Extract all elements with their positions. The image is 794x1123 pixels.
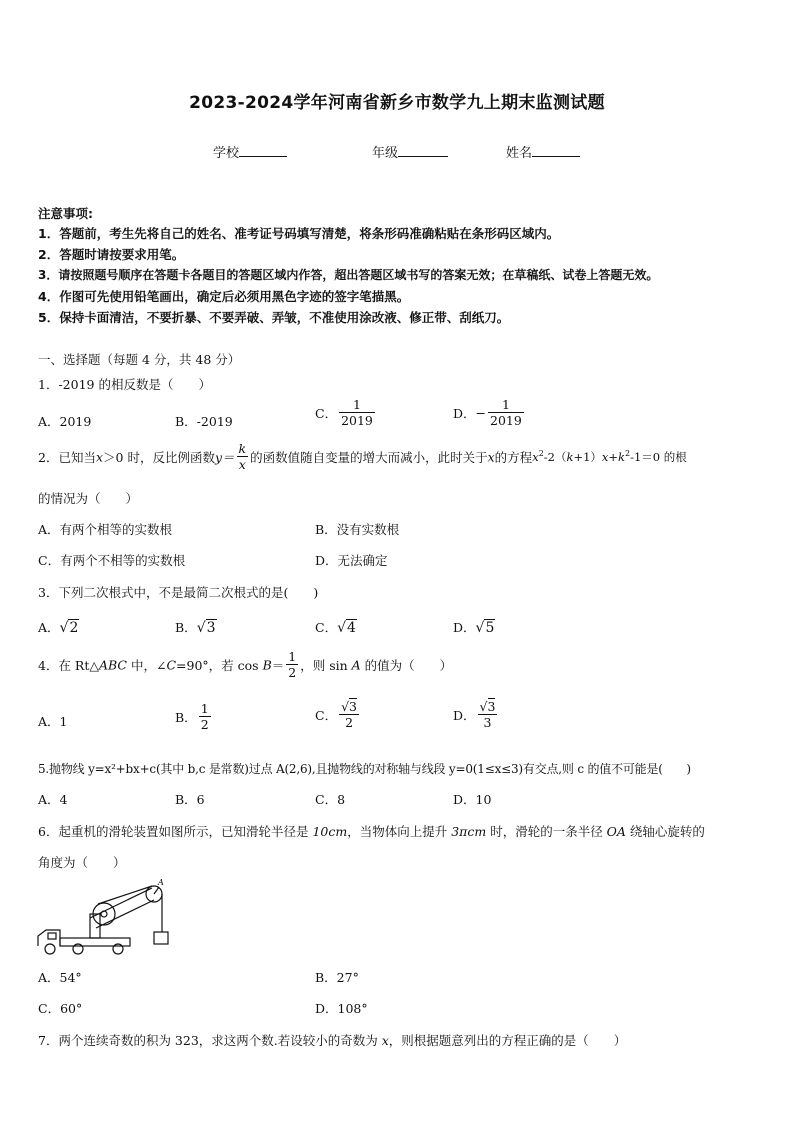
q6-stem-line1: 6．起重机的滑轮装置如图所示，已知滑轮半径是 10cm，当物体向上提升 3πcm 时，滑轮的一条半径 OA 绕轴心旋转的 xyxy=(38,824,705,839)
school-field xyxy=(213,142,287,161)
notice-item-2: 2．答题时请按要求用笔。 xyxy=(38,247,185,262)
truck-window xyxy=(48,933,56,939)
q2-option-d[interactable]: D．无法确定 xyxy=(315,553,388,568)
q2-option-b[interactable]: B．没有实数根 xyxy=(315,522,400,537)
q1-d-label: D． xyxy=(453,406,476,421)
q3-option-b[interactable]: B．√3 xyxy=(175,620,216,636)
radius-oa xyxy=(154,887,159,894)
q3-option-d[interactable]: D．√5 xyxy=(453,620,495,636)
q1-option-a[interactable]: A．2019 xyxy=(38,414,92,429)
q3-option-c[interactable]: C．√4 xyxy=(315,620,356,636)
q4-option-d[interactable]: D． $\frac{√3}{3}$ xyxy=(453,699,496,730)
q6-option-d[interactable]: D．108° xyxy=(315,1001,368,1016)
section-heading: 一、选择题（每题 4 分，共 48 分） xyxy=(38,352,241,367)
load-box xyxy=(154,932,168,944)
q1-d-sign: − xyxy=(475,405,487,421)
name-label: 姓名 xyxy=(506,146,533,161)
notice-item-4: 4．作图可先使用铅笔画出，确定后必须用黑色字迹的签字笔描黑。 xyxy=(38,289,410,304)
q1-stem: 1．-2019 的相反数是（ ） xyxy=(38,377,211,392)
q1-d-fraction: $\frac{1}{2019}$ xyxy=(490,397,522,428)
grade-blank[interactable] xyxy=(398,144,448,157)
notice-item-1: 1．答题前，考生先将自己的姓名、准考证号码填写清楚，将条形码准确粘贴在条形码区域内。 xyxy=(38,226,560,241)
q2-option-a[interactable]: A．有两个相等的实数根 xyxy=(38,522,173,537)
q3-b-sqrt: √3 xyxy=(196,620,216,636)
q4-d-fraction: $\frac{√3}{3}$ xyxy=(479,699,496,730)
q1-option-b[interactable]: B．-2019 xyxy=(175,414,233,429)
q5-option-a[interactable]: A．4 xyxy=(38,792,68,807)
q2-option-c[interactable]: C．有两个不相等的实数根 xyxy=(38,553,186,568)
q4-option-b[interactable]: B． $\frac{1}{2}$ xyxy=(175,701,209,732)
notice-heading: 注意事项: xyxy=(38,206,93,221)
q3-stem: 3．下列二次根式中，不是最简二次根式的是( ) xyxy=(38,585,319,600)
notice-item-3: 3．请按照题号顺序在答题卡各题目的答题区域内作答，超出答题区域书写的答案无效；在草稿纸、试卷上答题无效。 xyxy=(38,268,659,282)
name-field xyxy=(506,142,580,161)
q2-k-over-x: $\frac{k}{x}$ xyxy=(238,441,247,472)
q6-stem-line2: 角度为（ ） xyxy=(38,855,126,870)
q1-option-d[interactable] xyxy=(453,398,526,428)
notice-item-5: 5．保持卡面清洁，不要折暴、不要弄破、弄皱，不准使用涂改液、修正带、刮纸刀。 xyxy=(38,310,510,325)
q5-option-c[interactable]: C．8 xyxy=(315,792,346,807)
boom-arm-lower xyxy=(96,900,154,928)
q3-a-sqrt: √2 xyxy=(59,620,79,636)
q4-c-fraction: $\frac{√3}{2}$ xyxy=(341,699,357,730)
q4-option-c[interactable]: C． $\frac{√3}{2}$ xyxy=(315,699,357,730)
q1-c-fraction: $\frac{1}{2019}$ xyxy=(341,397,373,428)
grade-label: 年级 xyxy=(372,146,399,161)
q4-cos-fraction: $\frac{1}{2}$ xyxy=(288,649,297,680)
q5-option-b[interactable]: B．6 xyxy=(175,792,205,807)
q3-d-sqrt: √5 xyxy=(475,620,495,636)
page-title: 2023-2024学年河南省新乡市数学九上期末监测试题 xyxy=(189,93,605,113)
q4-stem: 4．在 Rt△ABC 中，∠C=90°，若 cos B＝ $\frac{1}{2}$ ，则 sin A 的值为（ ） xyxy=(38,649,453,680)
school-label: 学校 xyxy=(213,146,240,161)
q4-option-a[interactable]: A．1 xyxy=(38,714,68,729)
q1-c-label: C． xyxy=(315,406,338,421)
q6-option-a[interactable]: A．54° xyxy=(38,970,82,985)
q3-c-sqrt: √4 xyxy=(337,620,356,636)
q1-option-c[interactable] xyxy=(315,398,377,428)
q5-option-d[interactable]: D．10 xyxy=(453,792,492,807)
school-blank[interactable] xyxy=(239,144,287,157)
name-blank[interactable] xyxy=(532,144,580,157)
q6-option-c[interactable]: C．60° xyxy=(38,1001,83,1016)
truck-wheel-front xyxy=(45,944,55,954)
q5-stem: 5.抛物线 y=x²+bx+c(其中 b,c 是常数)过点 A(2,6),且抛物线的对称轴与线段 y=0(1≤x≤3)有交点,则 c 的值不可能是( ) xyxy=(38,762,691,776)
crane-pulley-figure xyxy=(34,878,174,958)
q3-option-a[interactable]: A．√2 xyxy=(38,620,79,636)
q4-b-fraction: $\frac{1}{2}$ xyxy=(200,701,209,732)
q2-stem-line2: 的情况为（ ） xyxy=(38,491,139,506)
grade-field xyxy=(372,142,448,161)
figure-label-a: A xyxy=(158,878,164,887)
winch-hub xyxy=(101,911,107,917)
q6-option-b[interactable]: B．27° xyxy=(315,970,359,985)
q7-stem: 7．两个连续奇数的积为 323，求这两个数.若设较小的奇数为 x，则根据题意列出的方程正确的是（ ） xyxy=(38,1033,627,1048)
q2-stem-line1: 2．已知当x＞0 时，反比例函数y＝ $\frac{k}{x}$ 的函数值随自变量的增大而减小，此时关于x的方程$x^2-2(k+1)x+k^2-1=0$ 的根 xyxy=(38,441,687,472)
